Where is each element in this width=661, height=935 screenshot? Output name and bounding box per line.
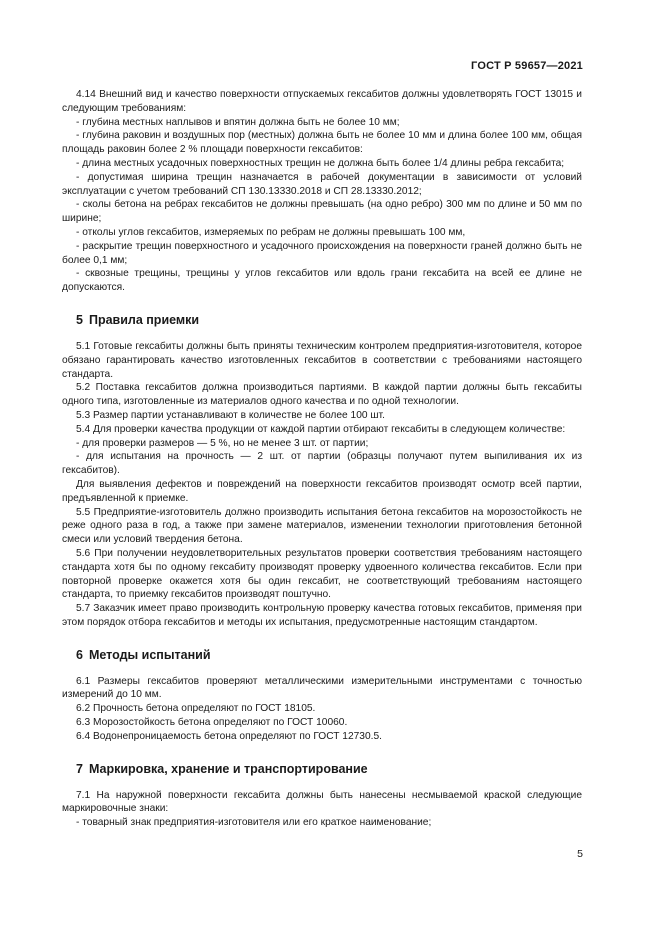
section-title: Правила приемки bbox=[88, 312, 200, 327]
clause-5-1: 5.1 Готовые гексабиты должны быть приняты техническим контролем предприятия-изготовителя, которое обязано гарантировать качество изготовленных гексабитов в соответствии с требованиями настоящего стандарта. bbox=[62, 340, 582, 380]
list-item: - товарный знак предприятия-изготовителя или его краткое наименование; bbox=[76, 817, 432, 829]
clause-5-2: 5.2 Поставка гексабитов должна производиться партиями. В каждой партии должны быть гексабиты одного типа, изготовленные из материалов одного качества и по одной технологии. bbox=[62, 382, 582, 408]
clause-6-1: 6.1 Размеры гексабитов проверяют металлическими измерительными инструментами с точностью измерений до 10 мм. bbox=[62, 675, 582, 701]
paragraph: Для выявления дефектов и повреждений на поверхности гексабитов производят осмотр всей партии, предъявленной к приемке. bbox=[62, 478, 582, 504]
list-item: - для проверки размеров — 5 %, но не менее 3 шт. от партии; bbox=[76, 437, 369, 449]
document-header: ГОСТ Р 59657—2021 bbox=[471, 60, 583, 72]
section-number: 5 bbox=[76, 312, 83, 327]
section-heading-6 bbox=[76, 648, 582, 663]
clause-5-4: 5.4 Для проверки качества продукции от каждой партии отбирают гексабиты в следующем количестве: bbox=[76, 423, 566, 435]
list-item: - сквозные трещины, трещины у углов гексабитов или вдоль грани гексабита на всей ее длине не допускаются. bbox=[62, 268, 582, 294]
list-item: - раскрытие трещин поверхностного и усадочного происхождения на поверхности граней должно быть не более 0,1 мм; bbox=[62, 240, 582, 266]
clause-5-3: 5.3 Размер партии устанавливают в количестве не более 100 шт. bbox=[76, 409, 385, 421]
list-item: - длина местных усадочных поверхностных трещин не должна быть более 1/4 длины ребра гексабита; bbox=[76, 157, 565, 169]
section-heading-5 bbox=[76, 313, 582, 328]
clause-6-2: 6.2 Прочность бетона определяют по ГОСТ 18105. bbox=[76, 703, 316, 715]
clause-4-14: 4.14 Внешний вид и качество поверхности отпускаемых гексабитов должны удовлетворять ГОСТ 13015 и следующим требованиям: bbox=[62, 89, 582, 114]
page-number: 5 bbox=[577, 848, 583, 860]
clause-7-1: 7.1 На наружной поверхности гексабита должны быть нанесены несмываемой краской следующие маркировочные знаки: bbox=[62, 789, 582, 815]
section-number: 7 bbox=[76, 761, 83, 776]
clause-5-5: 5.5 Предприятие-изготовитель должно производить испытания бетона гексабитов на морозостойкость не реже одного раза в год, а также при замене материалов, изменении технологии приготовления бетонной смеси или условий твердения бетона. bbox=[62, 506, 582, 546]
clause-5-6: 5.6 При получении неудовлетворительных результатов проверки соответствия требованиям настоящего стандарта хотя бы по одному гексабиту производят проверку удвоенного количества гексабитов. Если при повторной проверке окажется хотя бы один гексабит, не соответствующий требованиям настоящего стандарта, то приемку гексабитов производят поштучно. bbox=[62, 547, 582, 601]
list-item: - глубина местных наплывов и впятин должна быть не более 10 мм; bbox=[76, 116, 400, 128]
section-title: Маркировка, хранение и транспортирование bbox=[88, 761, 368, 776]
list-item: - отколы углов гексабитов, измеряемых по ребрам не должны превышать 100 мм, bbox=[76, 226, 466, 238]
list-item: - сколы бетона на ребрах гексабитов не должны превышать (на одно ребро) 300 мм по длине и 50 мм по ширине; bbox=[62, 199, 582, 225]
clause-5-7: 5.7 Заказчик имеет право производить контрольную проверку качества готовых гексабитов, применяя при этом порядок отбора гексабитов и методы их испытания, предусмотренные настоящим стандартом. bbox=[62, 603, 582, 628]
list-item: - глубина раковин и воздушных пор (местных) должна быть не более 10 мм и длина более 100 мм, общая площадь раковин более 2 % площади поверхности гексабитов: bbox=[62, 130, 582, 156]
list-item: - допустимая ширина трещин назначается в рабочей документации в зависимости от условий эксплуатации с учетом требований СП 130.13330.2018 и СП 28.13330.2012; bbox=[62, 171, 582, 197]
clause-6-3: 6.3 Морозостойкость бетона определяют по ГОСТ 10060. bbox=[76, 717, 348, 729]
section-title: Методы испытаний bbox=[88, 647, 211, 662]
list-item: - для испытания на прочность — 2 шт. от партии (образцы получают путем выпиливания их из гексабитов). bbox=[62, 451, 582, 477]
section-heading-7 bbox=[76, 762, 582, 777]
clause-6-4: 6.4 Водонепроницаемость бетона определяют по ГОСТ 12730.5. bbox=[76, 730, 382, 742]
section-number: 6 bbox=[76, 647, 83, 662]
document-body bbox=[62, 88, 582, 830]
